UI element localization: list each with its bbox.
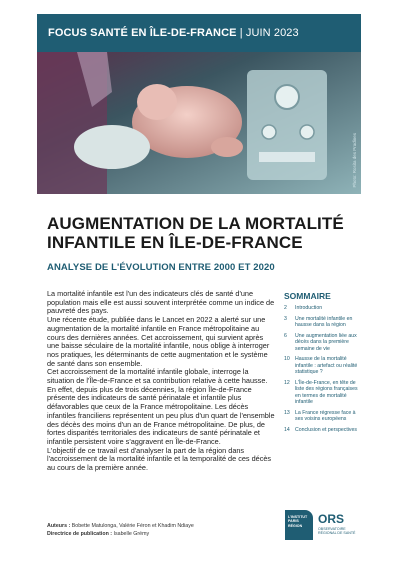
toc-page-number: 2 <box>284 305 287 311</box>
toc-label: Conclusion et perspectives <box>295 426 357 433</box>
toc-label: Introduction <box>295 305 323 311</box>
toc-item-tete-de-liste[interactable] <box>284 380 362 406</box>
toc-title: SOMMAIRE <box>284 291 331 301</box>
toc-item-mortalite-hausse[interactable] <box>284 316 362 329</box>
publisher-logos <box>285 510 381 540</box>
series-name: FOCUS SANTÉ EN ÎLE-DE-FRANCE <box>48 27 237 39</box>
table-of-contents <box>284 291 362 437</box>
logo-text: OBSERVATOIRE <box>318 527 346 531</box>
ors-logo-subtitle <box>318 527 355 536</box>
title-separator: | <box>239 27 243 39</box>
toc-item-introduction[interactable] <box>284 305 362 312</box>
toc-page-number: 6 <box>284 332 287 339</box>
authors-label: Auteurs : <box>47 523 71 529</box>
photo-credit: Photo: Rosita des Pradines <box>352 133 357 188</box>
paragraph-1: La mortalité infantile est l'un des indicateurs clés de santé d'une population mais elle est aussi souvent interprétée comme un indice de pauvreté des pays. <box>47 289 275 316</box>
toc-label: L'Île-de-France, en tête de liste des régions françaises en termes de mortalité infantile <box>295 379 358 405</box>
main-title <box>47 214 344 252</box>
ors-logo: ORS <box>318 512 345 526</box>
toc-item-artefact[interactable] <box>284 356 362 376</box>
paragraph-4: L'objectif de ce travail est d'analyser la part de la région dans l'accroissement de la mortalité infantile et la temporalité de ces décès au cours de la première année. <box>47 445 272 473</box>
logo-text: RÉGIONAL DE SANTÉ <box>318 531 356 536</box>
institut-paris-region-logo <box>285 510 313 540</box>
toc-label: La France régresse face à ses voisins européens <box>295 409 356 422</box>
paragraph-3: Cet accroissement de la mortalité infantile globale, interroge la situation de l'Île-de-France et sa contribution relative à cette hausse. En effet, depuis plus de trois décennies, la région Île-de-France présente des indicateurs de santé périnatale et infantile plus défavorables que ceux de la France métropolitaine. Les décès infantiles franciliens représentent un peu plus d'un quart de l'ensemble des décès des moins d'un an de France métropolitaine. De plus, de fortes disparités territoriales des indicateurs de santé périnatale et infantile persistent voire s'aggravent en Île-de-France. <box>47 367 275 446</box>
toc-page-number: 12 <box>284 379 290 386</box>
toc-page-number: 14 <box>284 426 290 433</box>
subtitle: ANALYSE DE L'ÉVOLUTION ENTRE 2000 ET 2020 <box>47 262 275 273</box>
logo-text: L'INSTITUT <box>288 515 308 519</box>
toc-item-premiere-semaine[interactable] <box>284 333 362 353</box>
authors-line <box>47 522 194 530</box>
publication-date: JUIN 2023 <box>245 27 299 39</box>
toc-item-conclusion[interactable] <box>284 427 362 434</box>
paragraph-2: Une récente étude, publiée dans le Lancet en 2022 a alerté sur une augmentation de la mortalité infantile en France métropolitaine au cours des dernières années. Cet accroissement, qui survient après une baisse séculaire de la mortalité infantile, nous oblige à interroger nos pratiques, les déterminants de cette augmentation et le système de santé dans son ensemble. <box>47 315 270 368</box>
header-band <box>37 14 361 52</box>
logo-text: PARIS <box>288 519 299 524</box>
publication-title <box>48 27 299 39</box>
cover-photo <box>37 52 361 194</box>
director-label: Directrice de publication : <box>47 531 113 537</box>
main-title-line-1: AUGMENTATION DE LA MORTALITÉ <box>47 214 344 233</box>
toc-label: Hausse de la mortalité infantile : artefact ou réalité statistique ? <box>295 356 358 375</box>
toc-item-voisins-europeens[interactable] <box>284 410 362 423</box>
toc-page-number: 3 <box>284 315 287 322</box>
main-title-line-2: INFANTILE EN ÎLE-DE-FRANCE <box>47 233 303 252</box>
introduction-text <box>47 290 275 473</box>
director-name: Isabelle Grémy <box>113 531 150 537</box>
toc-label: Une mortalité infantile en hausse dans la région <box>295 315 353 328</box>
cover-hero <box>37 14 361 194</box>
toc-label: Une augmentation liée aux décès dans la première semaine de vie <box>295 332 357 352</box>
toc-page-number: 10 <box>284 356 290 362</box>
authors-names: Bobette Matulonga, Valérie Féron et Khadim Ndiaye <box>71 523 194 529</box>
credits <box>47 522 194 538</box>
director-line <box>47 530 194 538</box>
toc-page-number: 13 <box>284 409 290 416</box>
logo-text: RÉGION <box>288 523 303 528</box>
